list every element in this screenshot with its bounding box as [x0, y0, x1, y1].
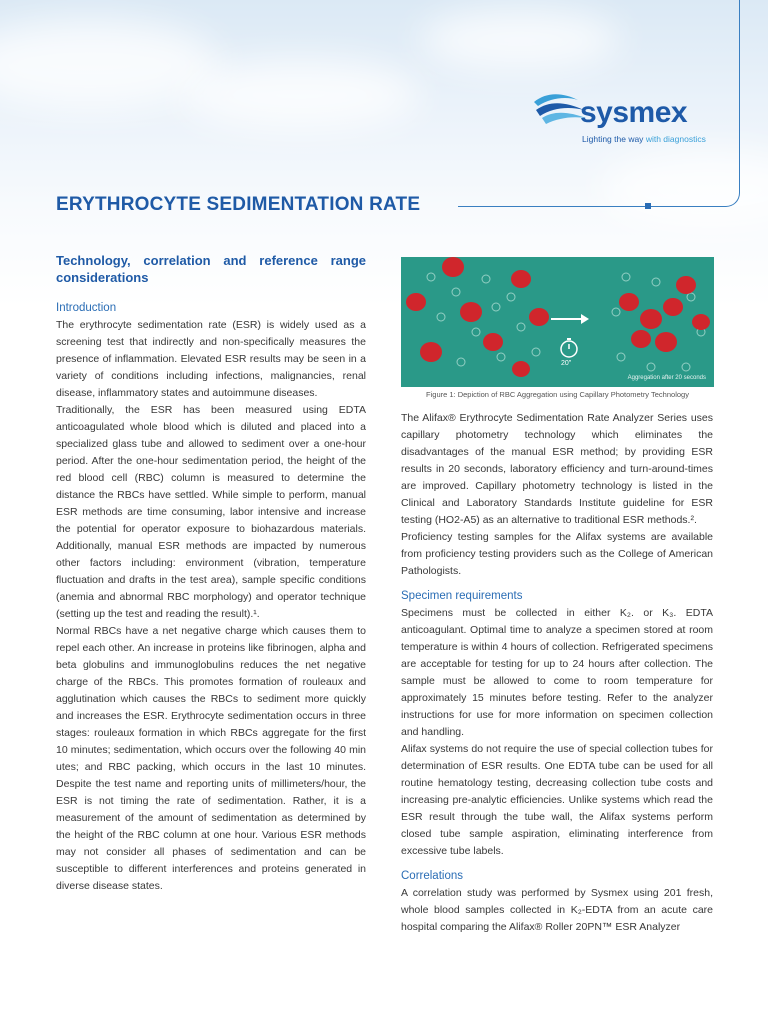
time-label: 20" — [561, 360, 572, 367]
decorative-square — [645, 203, 651, 209]
paragraph: Specimens must be collected in either K₂. or K₃. EDTA anticoagulant. Optimal time to analyze a specimen stored at room temperature is within 4 hours of collection. Refrigerated specimens are acceptable for testing for up to 24 hours after collection. The sample must be allowed to come to room temperature for approximately 15 minutes before testing. Refer to the analyzer instructions for use for more information on specimen collection and handling. — [401, 607, 713, 738]
red-blood-cell — [640, 309, 662, 329]
figure-caption: Figure 1: Depiction of RBC Aggregation using Capillary Photometry Technology — [426, 390, 689, 399]
right-column — [401, 410, 713, 936]
red-blood-cell — [483, 333, 503, 351]
red-blood-cell — [420, 342, 442, 362]
red-blood-cell — [442, 257, 464, 277]
stopwatch-icon — [561, 338, 577, 357]
rbc-aggregation-figure — [401, 257, 714, 387]
red-blood-cell — [692, 314, 710, 330]
paragraph: A correlation study was performed by Sysmex using 201 fresh, whole blood samples collected in K₂-EDTA from an acute care hospital comparing the Alifax® Roller 20PN™ ESR Analyzer — [401, 887, 713, 933]
red-blood-cell — [529, 308, 549, 326]
red-blood-cell — [631, 330, 651, 348]
red-blood-cell — [460, 302, 482, 322]
background-cloud — [180, 60, 420, 130]
red-blood-cell — [619, 293, 639, 311]
red-blood-cell — [676, 276, 696, 294]
red-blood-cell — [511, 270, 531, 288]
red-blood-cell — [406, 293, 426, 311]
tagline-highlight: with diagnostics — [645, 134, 706, 144]
section-heading-introduction: Introduction — [56, 302, 117, 314]
spacer — [401, 860, 713, 868]
paragraph: The Alifax® Erythrocyte Sedimentation Rate Analyzer Series uses capillary photometry technology which eliminates the disadvantages of the manual ESR method; by providing ESR results in 20 seconds, laboratory efficiency and turn-around-times are improved. Capillary photometry technology is listed in the Clinical and Laboratory Standards Institute guideline for ESR testing (HO2-A5) as an alternative to traditional ESR methods.². — [401, 412, 713, 526]
paragraph: Traditionally, the ESR has been measured using EDTA anticoagulated whole blood which is diluted and placed into a specialized glass tube and allowed to sediment over a one-hour period. After the one-hour sedimentation period, the height of the red blood cell (RBC) column is measured to determine the distance the RBCs have settled. While simple to perform, manual ESR methods are time consuming, labor intensive and increase the potential for operator exposure to biohazardous materials. Additionally, manual ESR methods are impacted by numerous other factors including: environment (vibration, temperature fluctuation and drafts in the test area), sample specific conditions (anemia and abnormal RBC morphology) and operator technique (setting up the test and reading the result).¹. — [56, 404, 366, 620]
spacer — [401, 580, 713, 588]
tagline-main: Lighting the way — [582, 134, 644, 144]
figure-overlay-text: Aggregation after 20 seconds — [627, 375, 706, 381]
paragraph: Proficiency testing samples for the Alifax systems are available from proficiency testing providers such as the College of American Pathologists. — [401, 531, 713, 577]
document-subtitle: Technology, correlation and reference range considerations — [56, 253, 366, 285]
section-heading-correlations: Correlations — [401, 870, 463, 882]
red-blood-cell — [663, 298, 683, 316]
paragraph: The erythrocyte sedimentation rate (ESR) is widely used as a screening test that indirectly and non-specifically measures the presence of inflammation. Elevated ESR results may be seen in a variety of conditions including infections, malignancies, renal disease, inflammatory states and autoimmune diseases. — [56, 319, 366, 399]
arrow-right-icon — [551, 314, 589, 324]
red-blood-cell — [512, 361, 530, 377]
brand-tagline — [582, 134, 706, 144]
sysmex-logo — [532, 88, 732, 150]
section-heading-specimen: Specimen requirements — [401, 590, 523, 602]
left-column — [56, 300, 366, 895]
paragraph: Normal RBCs have a net negative charge which causes them to repel each other. An increase in proteins like fibrinogen, alpha and beta globulins and immunoglobulins reduces the net negative charge of the RBCs. This promotes formation of rouleaux and agglutination which causes the RBCs to sediment more quickly and increases the ESR. Erythrocyte sedimentation occurs in three stages: rouleaux formation in which RBCs aggregate for the first 10 minutes; sedimentation, which occurs over the following 40 min utes; and RBC packing, which occurs in the last 10 minutes. Despite the test name and reporting units of millimeters/hour, the ESR is not timing the rate of sedimentation. Rather, it is a measurement of the amount of sedimentation as determined by the height of the RBC column at one hour. Various ESR methods may not consider all phases of sedimentation and can be susceptible to different interferences and proteins generated in diverse disease states. — [56, 625, 366, 892]
rbc-aggregation-illustration — [401, 257, 714, 387]
document-title: ERYTHROCYTE SEDIMENTATION RATE — [56, 194, 421, 215]
brand-name: sysmex — [580, 96, 688, 129]
paragraph: Alifax systems do not require the use of special collection tubes for determination of ESR results. One EDTA tube can be used for all routine hematology testing, decreasing collection tube costs and increasing pre-analytic efficiencies. Unlike systems which read the ESR result through the tube wall, the Alifax systems perform closed tube sample aspiration, eliminating interference from excessive tube labels. — [401, 743, 713, 857]
red-blood-cell — [655, 332, 677, 352]
